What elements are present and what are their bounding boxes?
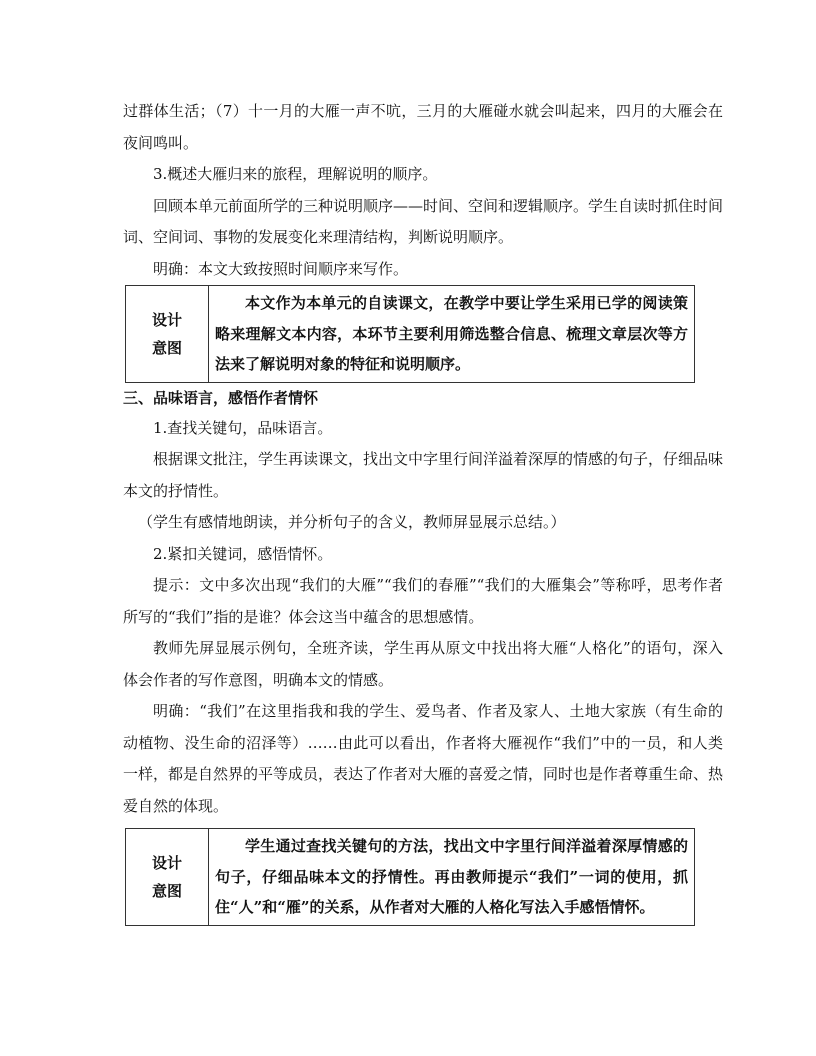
label-line-1: 设计 — [151, 853, 182, 872]
paragraph-clarify-1: 明确：本文大致按照时间顺序来写作。 — [153, 259, 409, 278]
step-1-title: 1.查找关键句，品味语言。 — [153, 418, 333, 437]
paragraph-clarify-2: 明确：“我们”在这里指我和我的学生、爱鸟者、作者及家人、土地大家族（有生命的动植物、没生命的沼泽等）……由此可以看出，作者将大雁视作“我们”中的一员，和人类一样，都是自然界的平等成员，表达了作者对大雁的喜爱之情，同时也是作者尊重生命、热爱自然的体现。 — [123, 702, 724, 815]
paragraph-review: 回顾本单元前面所学的三种说明顺序——时间、空间和逻辑顺序。学生自读时抓住时间词、空间词、事物的发展变化来理清结构，判断说明顺序。 — [123, 196, 724, 246]
label-line-2: 意图 — [151, 881, 182, 900]
paragraph-hint: 提示：文中多次出现“我们的大雁”“我们的春雁”“我们的大雁集会”等称呼，思考作者所写的“我们”指的是谁？体会这当中蕴含的思想感情。 — [123, 576, 723, 626]
label-line-1: 设计 — [151, 310, 182, 329]
design-intent-box-2 — [125, 828, 695, 926]
paragraph-teacher: 教师先屏显展示例句，全班齐读，学生再从原文中找出将大雁“人格化”的语句，深入体会作者的写作意图，明确本文的情感。 — [123, 639, 723, 689]
section-heading-3: 三、品味语言，感悟作者情怀 — [123, 388, 319, 407]
step-3-title: 3.概述大雁归来的旅程，理解说明的顺序。 — [153, 165, 438, 183]
design-intent-text: 学生通过查找关键句的方法，找出文中字里行间洋溢着深厚情感的句子，仔细品味本文的抒情性。再由教师提示“我们”一词的使用，抓住“人”和“雁”的关系，从作者对大雁的人格化写法入手感悟情怀。 — [209, 829, 695, 926]
paragraph-continuation: 过群体生活；（7）十一月的大雁一声不吭，三月的大雁碰水就会叫起来，四月的大雁会在夜间鸣叫。 — [123, 102, 723, 152]
document-body — [123, 96, 723, 926]
paragraph-note: （学生有感情地朗读，并分析句子的含义，教师屏显展示总结。） — [138, 513, 566, 531]
design-intent-label — [126, 829, 209, 926]
label-line-2: 意图 — [151, 338, 182, 357]
design-intent-text: 本文作为本单元的自读课文，在教学中要让学生采用已学的阅读策略来理解文本内容，本环节主要利用筛选整合信息、梳理文章层次等方法来了解说明对象的特征和说明顺序。 — [209, 286, 695, 383]
step-2-title: 2.紧扣关键词，感悟情怀。 — [153, 544, 333, 563]
design-intent-label — [126, 286, 209, 383]
paragraph-reread: 根据课文批注，学生再读课文，找出文中字里行间洋溢着深厚的情感的句子，仔细品味本文的抒情性。 — [123, 450, 724, 500]
design-intent-box-1 — [125, 285, 695, 383]
